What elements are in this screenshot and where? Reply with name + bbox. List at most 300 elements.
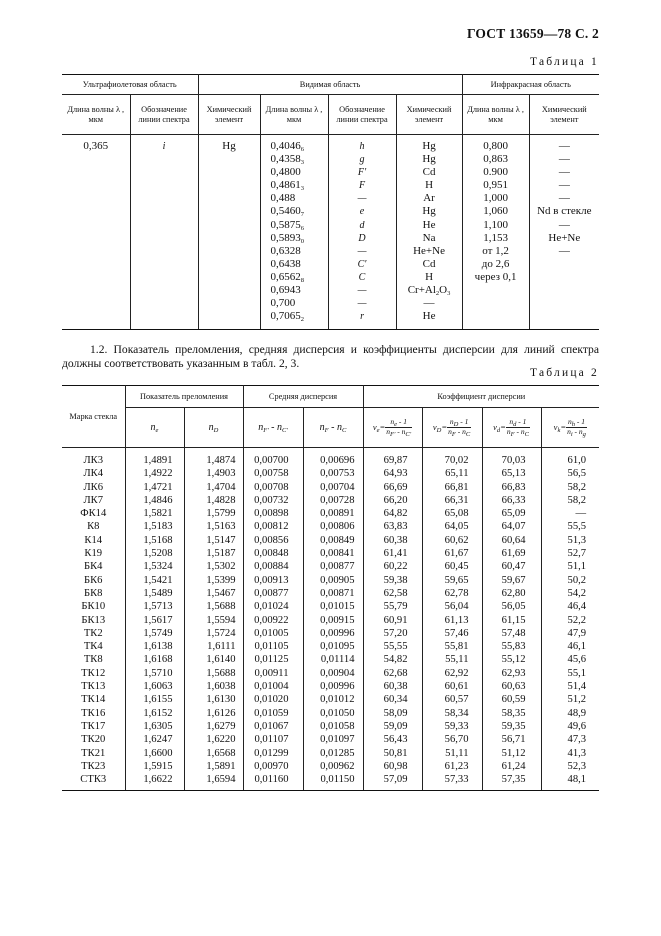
list-item: H (425, 270, 434, 283)
value-cell: 1,6152 (125, 707, 184, 720)
value-cell: 1,5724 (184, 627, 243, 640)
value-cell: 1,5399 (184, 574, 243, 587)
col-ne: $n_e$ (125, 408, 184, 448)
value-cell: 41,3 (541, 747, 599, 760)
value-cell: 1,6305 (125, 720, 184, 733)
list-item: 0,488 (270, 192, 296, 205)
value-cell: 62,93 (482, 667, 541, 680)
value-cell: 0,00753 (303, 467, 363, 480)
glass-brand-cell: ТК12 (62, 667, 125, 680)
list-item: He (422, 218, 436, 231)
value-cell: 0,01012 (303, 693, 363, 706)
value-cell: 59,33 (422, 720, 482, 733)
value-cell: 48,1 (541, 773, 599, 791)
value-cell: 60,47 (482, 560, 541, 573)
table1-label: Таблица 1 (530, 56, 599, 68)
value-cell: 0,00841 (303, 547, 363, 560)
value-cell: 55,55 (363, 640, 422, 653)
value-cell: 0,00877 (243, 587, 303, 600)
value-cell: 57,48 (482, 627, 541, 640)
list-item: $0,4861_3$ (270, 179, 305, 193)
glass-brand-cell: ЛК7 (62, 494, 125, 507)
list-item: — (558, 153, 570, 166)
list-item: Na (422, 231, 436, 244)
list-item: — (558, 192, 570, 205)
list-item: $0,5893_0$ (270, 231, 305, 245)
glass-brand-cell: ТК14 (62, 693, 125, 706)
value-cell: 1,6168 (125, 653, 184, 666)
table-row (62, 481, 599, 494)
list-item: D (358, 232, 366, 244)
value-cell: 0,01107 (243, 733, 303, 746)
value-cell: 60,62 (422, 534, 482, 547)
value-cell: 52,7 (541, 547, 599, 560)
value-cell: 1,5799 (184, 507, 243, 520)
value-cell: 1,5302 (184, 560, 243, 573)
list-item: — (558, 218, 570, 231)
value-cell: 0,00962 (303, 760, 363, 773)
value-cell: 0,00806 (303, 520, 363, 533)
col-nu-d: $\nu_d=$ $\frac{n_d - 1}{n_F - n_C}$ (482, 408, 541, 448)
value-cell: 59,35 (482, 720, 541, 733)
value-cell: 0,01005 (243, 627, 303, 640)
value-cell: 1,4721 (125, 481, 184, 494)
value-cell: 0,00898 (243, 507, 303, 520)
value-cell: 0,01058 (303, 720, 363, 733)
value-cell: 1,5749 (125, 627, 184, 640)
value-cell: 0,01105 (243, 640, 303, 653)
value-cell: 60,57 (422, 693, 482, 706)
list-item: 0,951 (483, 179, 508, 192)
list-item: $0,5875_6$ (270, 218, 305, 232)
table-row (62, 640, 599, 653)
table-row (62, 600, 599, 613)
value-cell: 61,69 (482, 547, 541, 560)
value-cell: 0,00970 (243, 760, 303, 773)
value-cell: 60,63 (482, 680, 541, 693)
value-cell: 1,6220 (184, 733, 243, 746)
value-cell: 1,5421 (125, 574, 184, 587)
value-cell: 0,01015 (303, 600, 363, 613)
value-cell: 65,08 (422, 507, 482, 520)
value-cell: 49,6 (541, 720, 599, 733)
list-item: H (425, 179, 434, 192)
value-cell: 1,5208 (125, 547, 184, 560)
list-item: $0,6562_8$ (270, 270, 305, 284)
col-header: Длина волны λ , мкм (62, 95, 130, 135)
value-cell: 0,00891 (303, 507, 363, 520)
list-item: до 2,6 (481, 257, 510, 270)
glass-brand-cell: СТК3 (62, 773, 125, 791)
value-cell: 66,81 (422, 481, 482, 494)
glass-brand-cell: ТК23 (62, 760, 125, 773)
list-item: 0,863 (483, 153, 508, 166)
value-cell: 64,93 (363, 467, 422, 480)
group-refractive: Показатель преломления (125, 386, 243, 408)
list-item: C′ (357, 258, 367, 270)
value-cell: 55,5 (541, 520, 599, 533)
value-cell: 0,00758 (243, 467, 303, 480)
value-cell: 1,5688 (184, 600, 243, 613)
list-item: F′ (357, 167, 367, 179)
glass-brand-cell: ТК4 (62, 640, 125, 653)
list-item: 0.900 (483, 166, 508, 179)
value-cell: 46,4 (541, 600, 599, 613)
list-item (532, 258, 598, 271)
list-item: 1,000 (483, 192, 508, 205)
value-cell: 66,69 (363, 481, 422, 494)
glass-brand-cell: БК8 (62, 587, 125, 600)
value-cell: 0,00922 (243, 614, 303, 627)
value-cell: 0,01285 (303, 747, 363, 760)
value-cell: 0,00884 (243, 560, 303, 573)
value-cell: 1,6038 (184, 680, 243, 693)
value-cell: 56,04 (422, 600, 482, 613)
value-cell: 58,2 (541, 481, 599, 494)
table-row (62, 547, 599, 560)
value-cell: 62,58 (363, 587, 422, 600)
value-cell: 1,5710 (125, 667, 184, 680)
list-item: — (558, 179, 570, 192)
glass-brand-cell: ЛК4 (62, 467, 125, 480)
list-item: 1,100 (483, 218, 508, 231)
value-cell: 0,00812 (243, 520, 303, 533)
value-cell: 60,38 (363, 534, 422, 547)
value-cell: 1,4828 (184, 494, 243, 507)
table-row (62, 733, 599, 746)
value-cell: 1,6247 (125, 733, 184, 746)
value-cell: 52,2 (541, 614, 599, 627)
group-ir: Инфракрасная область (462, 75, 599, 95)
value-cell: 61,67 (422, 547, 482, 560)
value-cell: — (541, 507, 599, 520)
table-row (62, 773, 599, 791)
list-item: r (360, 311, 364, 323)
list-item: C (358, 271, 366, 283)
value-cell: 55,11 (422, 653, 482, 666)
value-cell: 0,01097 (303, 733, 363, 746)
group-uv: Ультрафиолетовая область (62, 75, 198, 95)
glass-brand-cell: ФК14 (62, 507, 125, 520)
value-cell: 0,00704 (303, 481, 363, 494)
value-cell: 0,00915 (303, 614, 363, 627)
table-row (62, 720, 599, 733)
table-row (62, 614, 599, 627)
table-row (62, 494, 599, 507)
value-cell: 61,41 (363, 547, 422, 560)
glass-brand-cell: БК13 (62, 614, 125, 627)
value-cell: 60,22 (363, 560, 422, 573)
glass-brand-cell: К19 (62, 547, 125, 560)
value-cell: 61,13 (422, 614, 482, 627)
value-cell: 1,4903 (184, 467, 243, 480)
table-row (62, 448, 599, 468)
value-cell: 51,1 (541, 560, 599, 573)
list-item: — (423, 297, 435, 310)
value-cell: 1,6594 (184, 773, 243, 791)
glass-brand-cell: БК4 (62, 560, 125, 573)
list-item: 1,153 (483, 231, 508, 244)
col-nD: $n_D$ (184, 408, 243, 448)
list-item: Hg (422, 205, 436, 218)
glass-rows (62, 448, 599, 791)
value-cell: 50,2 (541, 574, 599, 587)
glass-dispersion-table (62, 385, 599, 791)
table-row (62, 560, 599, 573)
value-cell: 0,01067 (243, 720, 303, 733)
group-mean-dispersion: Средняя дисперсия (243, 386, 363, 408)
value-cell: 55,12 (482, 653, 541, 666)
value-cell: 1,5891 (184, 760, 243, 773)
value-cell: 66,33 (482, 494, 541, 507)
glass-brand-cell: ТК13 (62, 680, 125, 693)
value-cell: 1,6126 (184, 707, 243, 720)
value-cell: 1,5688 (184, 667, 243, 680)
value-cell: 58,09 (363, 707, 422, 720)
value-cell: 70,03 (482, 448, 541, 468)
value-cell: 61,15 (482, 614, 541, 627)
value-cell: 0,00913 (243, 574, 303, 587)
col-disp-FC-prime: $n_{F'} - n_{C'}$ (243, 408, 303, 448)
value-cell: 51,12 (482, 747, 541, 760)
value-cell: 1,6279 (184, 720, 243, 733)
value-cell: 0,01020 (243, 693, 303, 706)
value-cell: 1,6568 (184, 747, 243, 760)
table-row (62, 707, 599, 720)
value-cell: 60,59 (482, 693, 541, 706)
value-cell: 1,5617 (125, 614, 184, 627)
value-cell: 1,5467 (184, 587, 243, 600)
value-cell: 1,6140 (184, 653, 243, 666)
list-item: Cd (422, 257, 436, 270)
value-cell: 56,43 (363, 733, 422, 746)
value-cell: 64,82 (363, 507, 422, 520)
value-cell: 57,20 (363, 627, 422, 640)
list-item: 0,6943 (270, 284, 301, 297)
col-header: Длина волны λ , мкм (260, 95, 328, 135)
value-cell: 0,00708 (243, 481, 303, 494)
glass-brand-cell: ЛК3 (62, 448, 125, 468)
list-item: от 1,2 (482, 244, 509, 257)
value-cell: 56,5 (541, 467, 599, 480)
list-item: g (359, 154, 365, 166)
value-cell: 1,5163 (184, 520, 243, 533)
value-cell: 61,0 (541, 448, 599, 468)
value-cell: 55,79 (363, 600, 422, 613)
value-cell: 60,45 (422, 560, 482, 573)
list-item: $0,4358_3$ (270, 153, 305, 167)
value-cell: 64,07 (482, 520, 541, 533)
value-cell: 0,01114 (303, 653, 363, 666)
value-cell: 57,35 (482, 773, 541, 791)
value-cell: 56,05 (482, 600, 541, 613)
value-cell: 0,00996 (303, 680, 363, 693)
value-cell: 57,46 (422, 627, 482, 640)
value-cell: 0,00911 (243, 667, 303, 680)
value-cell: 0,00848 (243, 547, 303, 560)
value-cell: 57,09 (363, 773, 422, 791)
value-cell: 57,33 (422, 773, 482, 791)
col-disp-FC: $n_F - n_C$ (303, 408, 363, 448)
value-cell: 1,5324 (125, 560, 184, 573)
table2-label: Таблица 2 (530, 367, 599, 379)
value-cell: 62,92 (422, 667, 482, 680)
value-cell: 59,65 (422, 574, 482, 587)
list-item: Hg (422, 140, 436, 152)
value-cell: 0,01024 (243, 600, 303, 613)
value-cell: 52,3 (541, 760, 599, 773)
ir-element-list (529, 135, 599, 330)
value-cell: 1,5915 (125, 760, 184, 773)
value-cell: 60,98 (363, 760, 422, 773)
list-item: — (558, 244, 570, 257)
value-cell: 1,5821 (125, 507, 184, 520)
value-cell: 60,91 (363, 614, 422, 627)
list-item: — (357, 285, 367, 297)
value-cell: 61,23 (422, 760, 482, 773)
list-item: — (558, 166, 570, 179)
value-cell: 0,00996 (303, 627, 363, 640)
uv-wavelength-cell: 0,365 (62, 135, 130, 330)
list-item: 0,700 (270, 297, 296, 310)
value-cell: 60,64 (482, 534, 541, 547)
col-header: Химический элемент (396, 95, 462, 135)
value-cell: 0,01150 (303, 773, 363, 791)
list-item: — (558, 140, 570, 152)
list-item: F (358, 180, 366, 192)
value-cell: 1,4846 (125, 494, 184, 507)
value-cell: 62,68 (363, 667, 422, 680)
list-item: He+Ne (413, 244, 445, 257)
value-cell: 65,11 (422, 467, 482, 480)
value-cell: 0,00871 (303, 587, 363, 600)
value-cell: 1,6063 (125, 680, 184, 693)
table-row (62, 627, 599, 640)
value-cell: 1,4922 (125, 467, 184, 480)
glass-brand-cell: ТК21 (62, 747, 125, 760)
table-row (62, 693, 599, 706)
value-cell: 63,83 (363, 520, 422, 533)
col-header: Химический элемент (529, 95, 599, 135)
value-cell: 0,01004 (243, 680, 303, 693)
list-item: $0,7065_2$ (270, 310, 305, 324)
value-cell: 60,34 (363, 693, 422, 706)
glass-brand-cell: ТК20 (62, 733, 125, 746)
list-item: — (357, 193, 367, 205)
list-item: 1,060 (483, 205, 508, 218)
value-cell: 47,3 (541, 733, 599, 746)
table-row (62, 680, 599, 693)
glass-brand-cell: ТК16 (62, 707, 125, 720)
value-cell: 66,20 (363, 494, 422, 507)
glass-brand-cell: К14 (62, 534, 125, 547)
ir-wavelength-list (462, 135, 529, 330)
value-cell: 1,5187 (184, 547, 243, 560)
table-row (62, 667, 599, 680)
value-cell: 58,34 (422, 707, 482, 720)
list-item: Ar (423, 192, 435, 205)
list-item: He+Ne (548, 231, 581, 244)
value-cell: 1,4704 (184, 481, 243, 494)
value-cell: 51,3 (541, 534, 599, 547)
value-cell: 1,6130 (184, 693, 243, 706)
chemical-formula: $Cr+Al_2O_3$ (407, 284, 451, 298)
value-cell: 55,81 (422, 640, 482, 653)
list-item (532, 271, 598, 284)
value-cell: 54,82 (363, 653, 422, 666)
list-item: $0,4046_6$ (270, 140, 305, 153)
value-cell: 45,6 (541, 653, 599, 666)
table-row (62, 467, 599, 480)
value-cell: 1,4891 (125, 448, 184, 468)
col-header: Длина волны λ , мкм (462, 95, 529, 135)
value-cell: 51,11 (422, 747, 482, 760)
value-cell: 64,05 (422, 520, 482, 533)
vis-line-list (328, 135, 396, 330)
value-cell: 55,1 (541, 667, 599, 680)
glass-brand-cell: К8 (62, 520, 125, 533)
col-header: Обозначение линии спектра (328, 95, 396, 135)
col-nu-k: $\nu_k=$ $\frac{n_h - 1}{n_i - n_g}$ (541, 408, 599, 448)
value-cell: 1,5183 (125, 520, 184, 533)
list-item: e (359, 206, 365, 218)
value-cell: 65,09 (482, 507, 541, 520)
value-cell: 0,00700 (243, 448, 303, 468)
value-cell: 62,80 (482, 587, 541, 600)
value-cell: 1,5168 (125, 534, 184, 547)
table-row (62, 507, 599, 520)
value-cell: 1,6111 (184, 640, 243, 653)
value-cell: 51,4 (541, 680, 599, 693)
value-cell: 50,81 (363, 747, 422, 760)
glass-brand-cell: БК6 (62, 574, 125, 587)
value-cell: 59,38 (363, 574, 422, 587)
value-cell: 70,02 (422, 448, 482, 468)
value-cell: 58,35 (482, 707, 541, 720)
table-row (62, 760, 599, 773)
list-item: — (357, 245, 367, 257)
value-cell: 1,6155 (125, 693, 184, 706)
list-item: Hg (422, 153, 436, 166)
value-cell: 0,01050 (303, 707, 363, 720)
value-cell: 0,01160 (243, 773, 303, 791)
group-visible: Видимая область (198, 75, 462, 95)
value-cell: 48,9 (541, 707, 599, 720)
list-item: 0,6438 (270, 257, 301, 270)
list-item: Nd в стекле (537, 205, 592, 218)
vis-wavelength-list (260, 135, 328, 330)
col-nu-D: $\nu_D=$ $\frac{n_D - 1}{n_F - n_C}$ (422, 408, 482, 448)
table-row (62, 747, 599, 760)
value-cell: 65,13 (482, 467, 541, 480)
col-nu-e: $\nu_e=$ $\frac{n_e - 1}{n_{F'} - n_{C'}}$ (363, 408, 422, 448)
value-cell: 1,5489 (125, 587, 184, 600)
value-cell: 1,5594 (184, 614, 243, 627)
list-item: через 0,1 (474, 270, 517, 283)
value-cell: 1,6600 (125, 747, 184, 760)
value-cell: 0,01125 (243, 653, 303, 666)
col-brand: Марка стекла (62, 386, 125, 448)
value-cell: 46,1 (541, 640, 599, 653)
value-cell: 1,5713 (125, 600, 184, 613)
value-cell: 62,78 (422, 587, 482, 600)
glass-brand-cell: БК10 (62, 600, 125, 613)
value-cell: 0,00732 (243, 494, 303, 507)
value-cell: 60,61 (422, 680, 482, 693)
value-cell: 0,00904 (303, 667, 363, 680)
list-item: d (359, 219, 365, 231)
vis-element-list (396, 135, 462, 330)
